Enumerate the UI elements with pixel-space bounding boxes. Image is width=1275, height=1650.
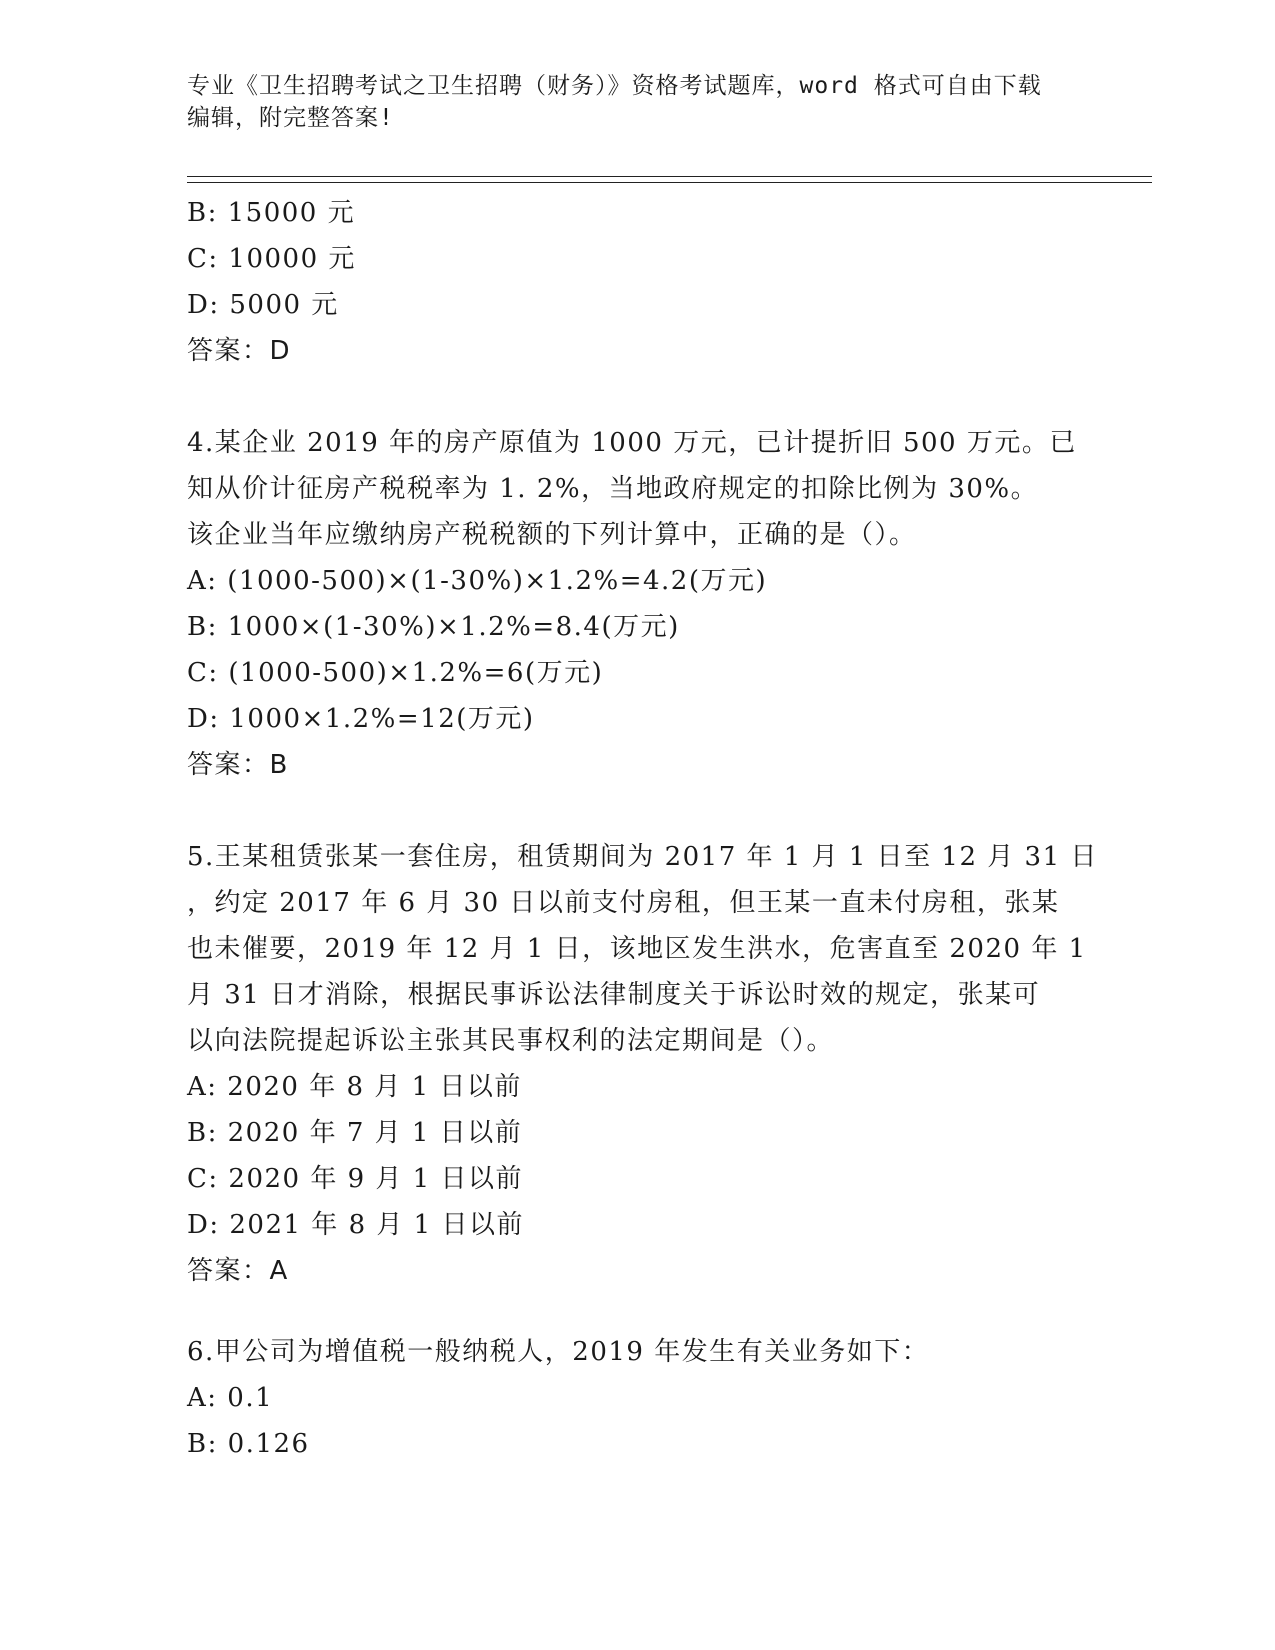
answer-line: 答案：B <box>187 750 289 780</box>
question-stem-line: 以向法院提起诉讼主张其民事权利的法定期间是（）。 <box>187 1026 835 1056</box>
question-3-tail <box>187 190 1087 374</box>
question-content <box>187 190 1098 1467</box>
question-stem-line: 该企业当年应缴纳房产税税额的下列计算中，正确的是（）。 <box>187 520 917 550</box>
option-d: D: 1000×1.2%=12(万元) <box>187 704 535 734</box>
question-5 <box>187 834 1098 1294</box>
question-stem-line: ，约定 2017 年 6 月 30 日以前支付房租，但王某一直未付房租，张某 <box>187 888 1060 918</box>
option-b: B: 2020 年 7 月 1 日以前 <box>187 1118 523 1148</box>
option-c: C: (1000-500)×1.2%=6(万元) <box>187 658 604 688</box>
option-b: B: 0.126 <box>187 1429 310 1459</box>
question-stem-line: 5.王某租赁张某一套住房，租赁期间为 2017 年 1 月 1 日至 12 月 31 日 <box>187 842 1098 872</box>
option-d: D: 5000 元 <box>187 290 339 320</box>
option-b: B: 1000×(1-30%)×1.2%=8.4(万元) <box>187 612 680 642</box>
question-stem-line: 也未催要，2019 年 12 月 1 日，该地区发生洪水，危害直至 2020 年 1 <box>187 934 1087 964</box>
option-c: C: 2020 年 9 月 1 日以前 <box>187 1164 523 1194</box>
question-stem-line: 月 31 日才消除，根据民事诉讼法律制度关于诉讼时效的规定，张某可 <box>187 980 1041 1010</box>
question-4 <box>187 420 1087 788</box>
option-a: A: 0.1 <box>187 1383 274 1413</box>
option-d: D: 2021 年 8 月 1 日以前 <box>187 1210 524 1240</box>
option-c: C: 10000 元 <box>187 244 356 274</box>
header-line-2: 编辑，附完整答案! <box>187 105 394 131</box>
answer-line: 答案：A <box>187 1256 289 1286</box>
header-line-1: 专业《卫生招聘考试之卫生招聘（财务）》资格考试题库，word 格式可自由下载 <box>187 73 1042 99</box>
option-b: B: 15000 元 <box>187 198 356 228</box>
question-stem-line: 4.某企业 2019 年的房产原值为 1000 万元，已计提折旧 500 万元。已 <box>187 428 1077 458</box>
option-a: A: 2020 年 8 月 1 日以前 <box>187 1072 522 1102</box>
header-divider-bottom <box>187 182 1152 183</box>
question-stem-line: 6.甲公司为增值税一般纳税人，2019 年发生有关业务如下： <box>187 1337 930 1367</box>
document-header <box>187 70 1087 134</box>
answer-line: 答案：D <box>187 336 292 366</box>
option-a: A: (1000-500)×(1-30%)×1.2%=4.2(万元) <box>187 566 768 596</box>
header-divider-top <box>187 176 1152 177</box>
question-stem-line: 知从价计征房产税税率为 1. 2%，当地政府规定的扣除比例为 30%。 <box>187 474 1039 504</box>
question-6 <box>187 1329 1087 1467</box>
